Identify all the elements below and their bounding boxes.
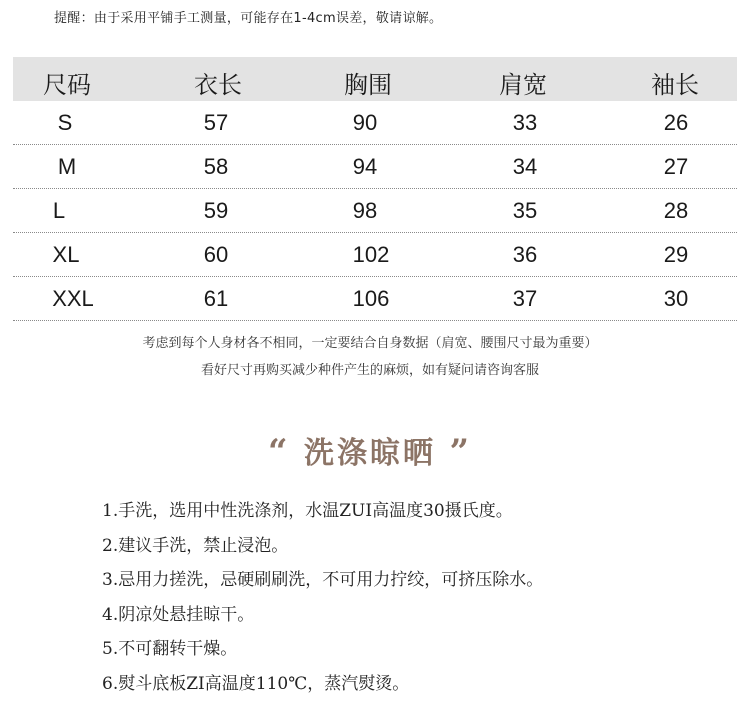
table-row (13, 233, 737, 277)
table-row (13, 277, 737, 321)
cell-chest: 94 (352, 154, 378, 179)
table-row (13, 101, 737, 145)
measurement-notice: 提醒：由于采用平铺手工测量，可能存在1-4cm误差，敬请谅解。 (54, 11, 443, 26)
cell-chest: 106 (352, 286, 390, 311)
sizing-note-1: 考虑到每个人身材各不相同，一定要结合自身数据（肩宽、腰围尺寸最为重要） (142, 336, 598, 351)
cell-shoulder: 37 (512, 286, 538, 311)
table-row (13, 189, 737, 233)
cell-chest: 90 (352, 110, 378, 135)
header-shoulder: 肩宽 (499, 71, 547, 99)
list-item: 2.建议手洗，禁止浸泡。 (102, 535, 289, 556)
list-item: 1.手洗，选用中性洗涤剂，水温ZUI高温度30摄氏度。 (102, 501, 513, 521)
close-quote: ” (449, 432, 473, 472)
header-chest: 胸围 (344, 71, 392, 99)
cell-length: 57 (203, 110, 229, 135)
cell-shoulder: 36 (512, 242, 538, 267)
header-sleeve: 袖长 (651, 71, 699, 99)
cell-shoulder: 34 (512, 154, 538, 179)
table-row (13, 145, 737, 189)
cell-size: XXL (52, 286, 94, 311)
cell-size: XL (52, 242, 80, 267)
care-instructions-list (102, 496, 543, 703)
cell-sleeve: 30 (663, 286, 689, 311)
size-table (13, 57, 737, 321)
open-quote: “ (267, 432, 291, 472)
sizing-note-2: 看好尺寸再购买减少种件产生的麻烦，如有疑问请咨询客服 (200, 363, 539, 378)
table-header-row (13, 57, 737, 101)
care-section-title (0, 428, 740, 472)
list-item: 5.不可翻转干燥。 (102, 639, 238, 659)
cell-chest: 102 (352, 242, 390, 267)
cell-shoulder: 35 (512, 198, 538, 223)
cell-sleeve: 27 (663, 154, 689, 179)
cell-sleeve: 29 (663, 242, 689, 267)
list-item: 3.忌用力搓洗，忌硬刷刷洗，不可用力拧绞，可挤压除水。 (102, 570, 544, 590)
cell-length: 58 (203, 154, 229, 179)
list-item: 6.熨斗底板ZI高温度110℃，蒸汽熨烫。 (102, 673, 410, 694)
cell-shoulder: 33 (512, 110, 538, 135)
list-item: 4.阴凉处悬挂晾干。 (102, 604, 255, 625)
cell-length: 61 (203, 286, 229, 311)
cell-chest: 98 (352, 198, 378, 223)
cell-length: 59 (203, 198, 229, 223)
cell-size: S (57, 110, 73, 135)
header-length: 衣长 (194, 71, 242, 99)
cell-length: 60 (203, 242, 229, 267)
cell-sleeve: 28 (663, 198, 689, 223)
cell-sleeve: 26 (663, 110, 689, 135)
care-title-text: 洗涤晾晒 (304, 436, 436, 471)
header-size: 尺码 (43, 71, 91, 99)
cell-size: M (57, 154, 77, 179)
cell-size: L (52, 198, 66, 223)
